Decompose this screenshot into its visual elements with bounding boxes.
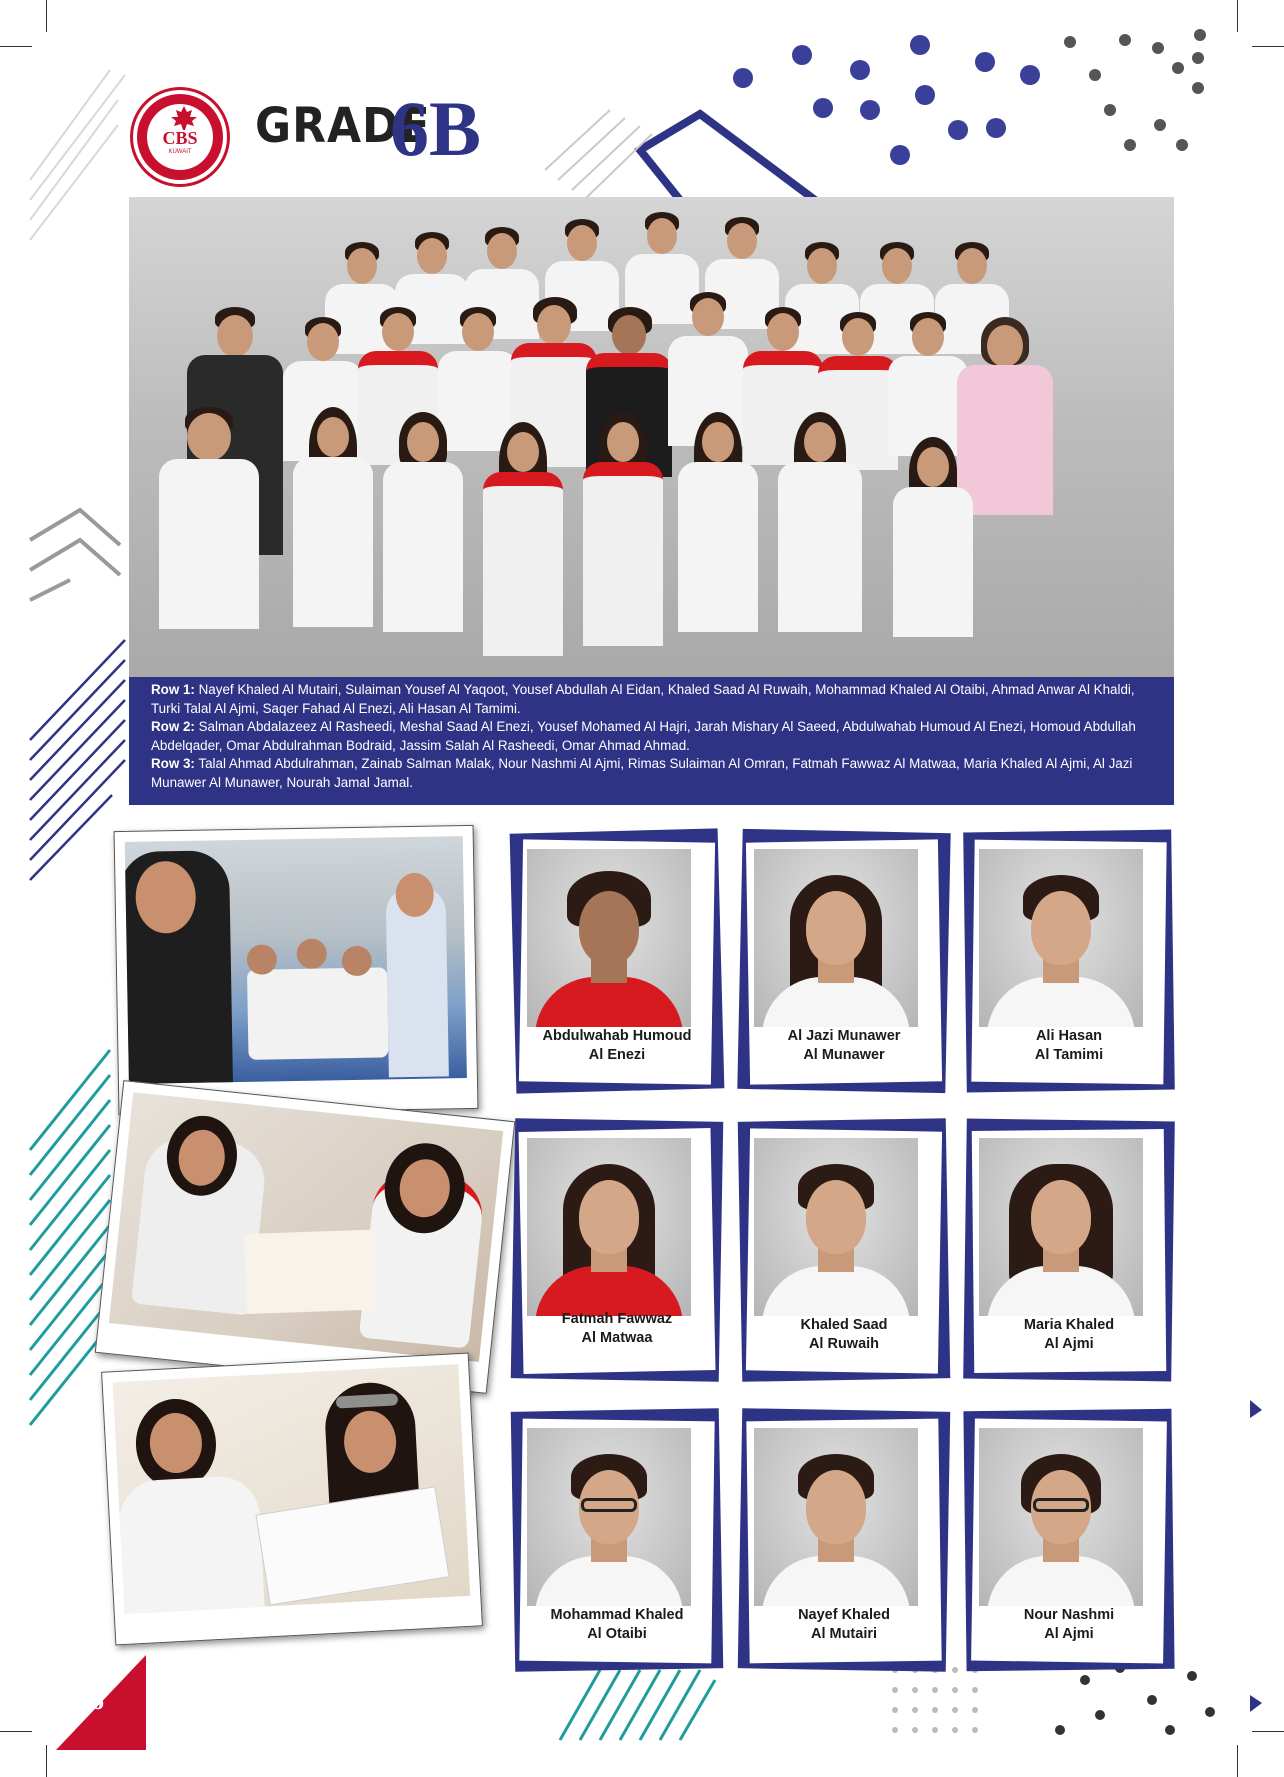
student-portrait-card [740, 831, 948, 1091]
student-name: Abdulwahab Humoud Al Enezi [542, 1028, 692, 1063]
grade-code: 6B [390, 85, 482, 172]
student-portrait [527, 1428, 691, 1606]
glasses-icon [1033, 1498, 1089, 1512]
student-portrait-card [965, 1410, 1173, 1670]
maple-leaf-icon [170, 106, 198, 130]
student-portrait-card [513, 831, 721, 1091]
dark-dots-bottom-right [1055, 1663, 1215, 1735]
caption-row-3: Row 3: Talal Ahmad Abdulrahman, Zainab Salman Malak, Nour Nashmi Al Ajmi, Rimas Sulaiman Al Omran, Fatmah Fawwaz Al Matwaa, Maria Khaled Al Ajmi, Al Jazi Munawer Al Munawer, Nourah Jamal Jamal. [151, 756, 1133, 790]
logo-subtext: KUWAIT [168, 149, 192, 155]
student-portrait-card [513, 1410, 721, 1670]
student-portrait [754, 1138, 918, 1316]
caption-row-1: Row 1: Nayef Khaled Al Mutairi, Sulaiman Yousef Al Yaqoot, Yousef Abdullah Al Eidan, Khaled Saad Al Ruwaih, Mohammad Khaled Al Otaibi, Ahmad Anwar Al Khaldi, Turki Talal Al Ajmi, Saqer Fahad Al Enezi, Ali Hasan Al Tamimi. [151, 682, 1135, 716]
student-portrait [754, 849, 918, 1027]
logo-text: CBS [162, 128, 198, 148]
caption-row-2: Row 2: Salman Abdalazeez Al Rasheedi, Meshal Saad Al Enezi, Yousef Mohamed Al Hajri, Jarah Mishary Al Saeed, Abdulwahab Humoud Al Enezi, Homoud Abdullah Abdelqader, Omar Abdulrahman Bodraid, Jassim Salah Al Rasheedi, Omar Ahmad Ahmad. [151, 719, 1136, 753]
class-photo-caption [129, 677, 1174, 805]
class-group-photo [129, 197, 1174, 677]
candid-photo-cafeteria [114, 825, 479, 1115]
school-logo [133, 90, 227, 184]
navy-triangle-right [1250, 1695, 1262, 1712]
student-name: Mohammad Khaled Al Otaibi [550, 1607, 684, 1642]
student-portrait-card [513, 1120, 721, 1380]
student-portrait-card [740, 1410, 948, 1670]
student-name: Al Jazi Munawer Al Munawer [787, 1028, 901, 1063]
student-portrait-card [740, 1120, 948, 1380]
student-portrait [979, 1138, 1143, 1316]
stripe-triangle-top [545, 110, 652, 198]
student-name: Ali Hasan Al Tamimi [1034, 1028, 1104, 1063]
grey-dots-top-right [1064, 29, 1206, 151]
grade-label: GRADE [255, 98, 431, 155]
student-name: Nour Nashmi Al Ajmi [1023, 1607, 1115, 1642]
student-name: Maria Khaled Al Ajmi [1023, 1317, 1115, 1352]
navy-triangle-right [1250, 1400, 1262, 1418]
student-portrait [754, 1428, 918, 1606]
candid-photo-classroom-2 [101, 1353, 483, 1646]
student-name: Khaled Saad Al Ruwaih [800, 1317, 888, 1352]
grey-chevrons-left [30, 510, 120, 600]
navy-stripes-left [30, 640, 125, 880]
glasses-icon [581, 1498, 637, 1512]
student-portrait [527, 1138, 691, 1316]
page-number: 66 [78, 1686, 104, 1715]
student-portrait-card [965, 831, 1173, 1091]
candid-photo-classroom-1 [95, 1080, 515, 1394]
grey-dots-bottom [892, 1667, 978, 1733]
student-portrait [527, 849, 691, 1027]
teal-stripes-bottom [560, 1670, 715, 1740]
student-name: Nayef Khaled Al Mutairi [798, 1607, 890, 1642]
stripe-triangle-top-left [30, 70, 125, 240]
student-portrait-card [965, 1120, 1173, 1380]
student-portrait [979, 1428, 1143, 1606]
teal-stripes-left [30, 1050, 110, 1425]
navy-dots-top [733, 35, 1040, 165]
student-name: Fatmah Fawwaz Al Matwaa [561, 1311, 673, 1346]
student-portrait [979, 849, 1143, 1027]
